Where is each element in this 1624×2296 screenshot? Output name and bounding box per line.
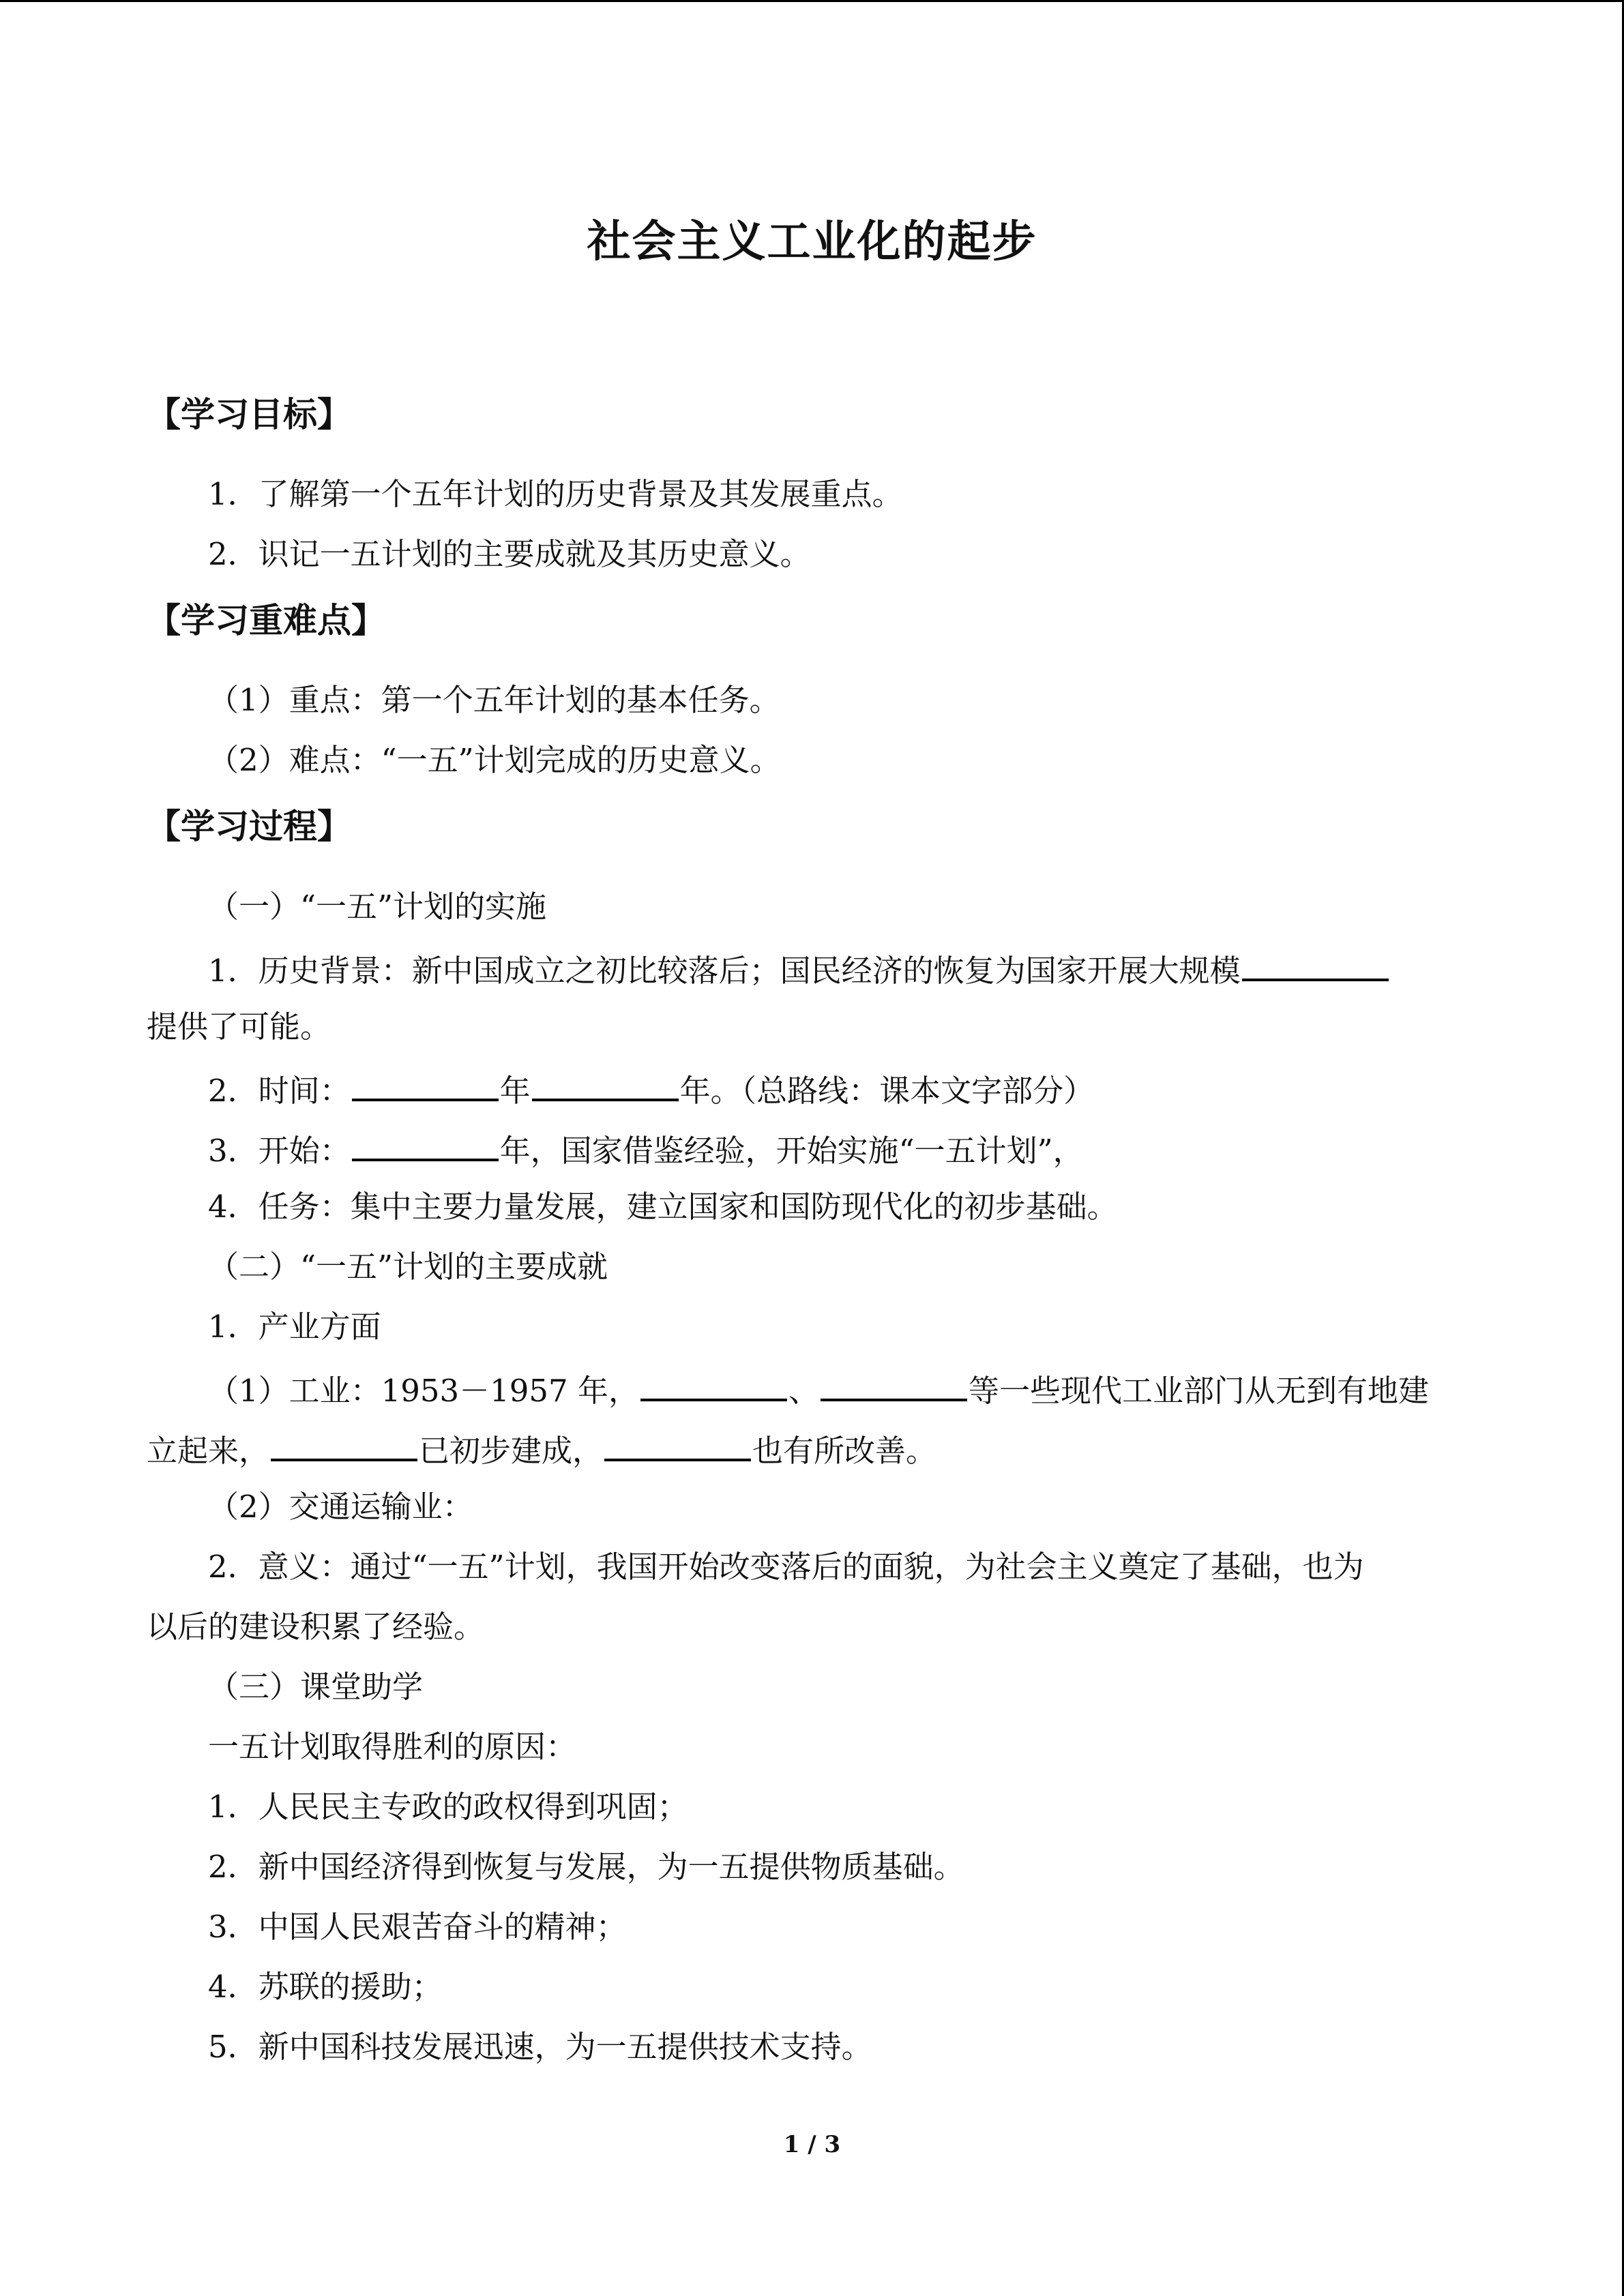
fill-blank[interactable] — [271, 1423, 417, 1461]
part1-item2 — [208, 1063, 1094, 1115]
part1-item1-line1 — [208, 943, 1390, 995]
part3-intro: 一五计划取得胜利的原因： — [208, 1729, 577, 1765]
reason-item-3: 3．中国人民艰苦奋斗的精神； — [208, 1909, 627, 1945]
heading-learning-process: 【学习过程】 — [147, 807, 351, 846]
part2-title: （二）“一五”计划的主要成就 — [208, 1249, 608, 1285]
page-border-top — [0, 0, 1624, 2]
reason-item-4: 4．苏联的援助； — [208, 1969, 443, 2005]
part1-item3 — [208, 1123, 1084, 1175]
industry-label: （1）工业：1953－1957 年， — [208, 1373, 639, 1409]
fill-blank[interactable] — [640, 1363, 787, 1401]
part2-industry-line1 — [208, 1363, 1429, 1415]
document-title: 社会主义工业化的起步 — [587, 217, 1037, 267]
fill-blank[interactable] — [821, 1363, 967, 1401]
page-number: 1 / 3 — [783, 2131, 841, 2158]
part1-item4: 4．任务：集中主要力量发展，建立国家和国防现代化的初步基础。 — [208, 1189, 1118, 1225]
fill-blank[interactable] — [352, 1063, 499, 1101]
heading-key-points: 【学习重难点】 — [147, 601, 385, 640]
reason-item-2: 2．新中国经济得到恢复与发展，为一五提供物质基础。 — [208, 1849, 964, 1885]
key-point-1: （1）重点：第一个五年计划的基本任务。 — [208, 682, 780, 718]
fill-blank[interactable] — [352, 1123, 499, 1161]
reason-item-1: 1．人民民主专政的政权得到巩固； — [208, 1789, 688, 1825]
part3-title: （三）课堂助学 — [208, 1669, 424, 1705]
part1-item1-text: 1．历史背景：新中国成立之初比较落后；国民经济的恢复为国家开展大规模 — [208, 953, 1241, 989]
fill-blank[interactable] — [532, 1063, 679, 1101]
industry-continue: 立起来， — [147, 1433, 270, 1469]
goal-item-2: 2．识记一五计划的主要成就及其历史意义。 — [208, 536, 811, 572]
part1-item3-label: 3．开始： — [208, 1133, 351, 1169]
key-point-2: （2）难点：“一五”计划完成的历史意义。 — [208, 742, 781, 778]
industry-text: 等一些现代工业部门从无到有地建 — [969, 1373, 1430, 1409]
heading-learning-goals: 【学习目标】 — [147, 395, 351, 434]
part1-item2-end: 年。（总路线：课本文字部分） — [679, 1073, 1095, 1109]
part1-item1-line2: 提供了可能。 — [147, 1009, 331, 1045]
part2-sub1: 1．产业方面 — [208, 1309, 381, 1345]
part2-meaning-line2: 以后的建设积累了经验。 — [147, 1609, 485, 1645]
part1-title: （一）“一五”计划的实施 — [208, 889, 547, 925]
reason-item-5: 5．新中国科技发展迅速，为一五提供技术支持。 — [208, 2029, 872, 2065]
industry-improved: 也有所改善。 — [752, 1433, 937, 1469]
part2-meaning-line1: 2．意义：通过“一五”计划，我国开始改变落后的面貌，为社会主义奠定了基础，也为 — [208, 1549, 1364, 1585]
goal-item-1: 1．了解第一个五年计划的历史背景及其发展重点。 — [208, 476, 903, 512]
fill-blank[interactable] — [1242, 943, 1389, 981]
fill-blank[interactable] — [604, 1423, 751, 1461]
industry-built: 已初步建成， — [419, 1433, 604, 1469]
part1-item3-end: 年，国家借鉴经验，开始实施“一五计划”， — [499, 1133, 1084, 1169]
part1-item2-mid: 年 — [499, 1073, 531, 1109]
part2-industry-line2 — [147, 1423, 936, 1475]
part1-item2-label: 2．时间： — [208, 1073, 351, 1109]
part2-transport: （2）交通运输业： — [208, 1489, 473, 1525]
industry-separator: 、 — [788, 1373, 819, 1409]
